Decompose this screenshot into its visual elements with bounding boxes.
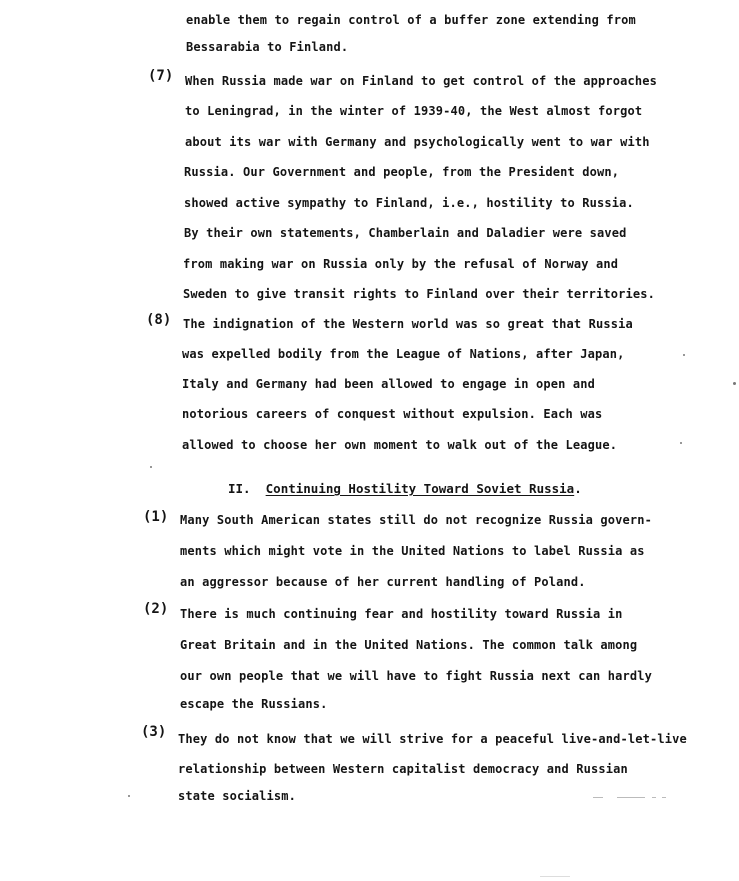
- text-line: Russia. Our Government and people, from the President down,: [184, 165, 620, 179]
- text-line: our own people that we will have to fight Russia next can hardly: [180, 669, 652, 683]
- item-number: (1): [143, 509, 169, 525]
- scan-mark: [540, 876, 570, 877]
- text-line: They do not know that we will strive for a peaceful live-and-let-live: [178, 732, 687, 746]
- text-line: from making war on Russia only by the refusal of Norway and: [183, 257, 619, 271]
- scan-speck: [680, 442, 682, 444]
- scan-speck: [683, 354, 685, 356]
- text-line: Bessarabia to Finland.: [186, 40, 349, 54]
- item-number: (3): [141, 724, 167, 740]
- text-line: When Russia made war on Finland to get control of the approaches: [185, 74, 657, 88]
- scan-mark: [593, 797, 603, 798]
- text-line: Great Britain and in the United Nations. The common talk among: [180, 638, 638, 652]
- text-line: relationship between Western capitalist democracy and Russian: [178, 762, 628, 776]
- section-title-period: .: [574, 481, 582, 496]
- text-line: was expelled bodily from the League of Nations, after Japan,: [182, 347, 625, 361]
- text-line: escape the Russians.: [180, 697, 328, 711]
- scan-speck: [733, 382, 736, 385]
- text-line: allowed to choose her own moment to walk out of the League.: [182, 438, 618, 452]
- section-title: Continuing Hostility Toward Soviet Russia: [265, 481, 575, 496]
- item-number: (8): [146, 312, 172, 328]
- scan-speck: [128, 795, 130, 797]
- text-line: enable them to regain control of a buffer zone extending from: [186, 13, 636, 27]
- text-line: notorious careers of conquest without expulsion. Each was: [182, 407, 603, 421]
- text-line: The indignation of the Western world was so great that Russia: [183, 317, 633, 331]
- text-line: By their own statements, Chamberlain and Daladier were saved: [184, 226, 627, 240]
- text-line: Many South American states still do not recognize Russia govern-: [180, 513, 652, 527]
- scan-mark: [662, 797, 666, 798]
- text-line: to Leningrad, in the winter of 1939-40, the West almost forgot: [185, 104, 643, 118]
- text-line: Italy and Germany had been allowed to engage in open and: [182, 377, 595, 391]
- item-number: (2): [143, 601, 169, 617]
- section-numeral: II.: [228, 481, 251, 496]
- scan-mark: [617, 797, 645, 798]
- text-line: an aggressor because of her current handling of Poland.: [180, 575, 586, 589]
- text-line: state socialism.: [178, 789, 296, 803]
- scan-mark: [652, 797, 656, 798]
- text-line: There is much continuing fear and hostility toward Russia in: [180, 607, 623, 621]
- section-heading: [228, 481, 582, 497]
- text-line: Sweden to give transit rights to Finland over their territories.: [183, 287, 655, 301]
- scan-speck: [150, 466, 152, 468]
- text-line: ments which might vote in the United Nations to label Russia as: [180, 544, 645, 558]
- item-number: (7): [148, 68, 174, 84]
- text-line: showed active sympathy to Finland, i.e., hostility to Russia.: [184, 196, 634, 210]
- text-line: about its war with Germany and psychologically went to war with: [185, 135, 650, 149]
